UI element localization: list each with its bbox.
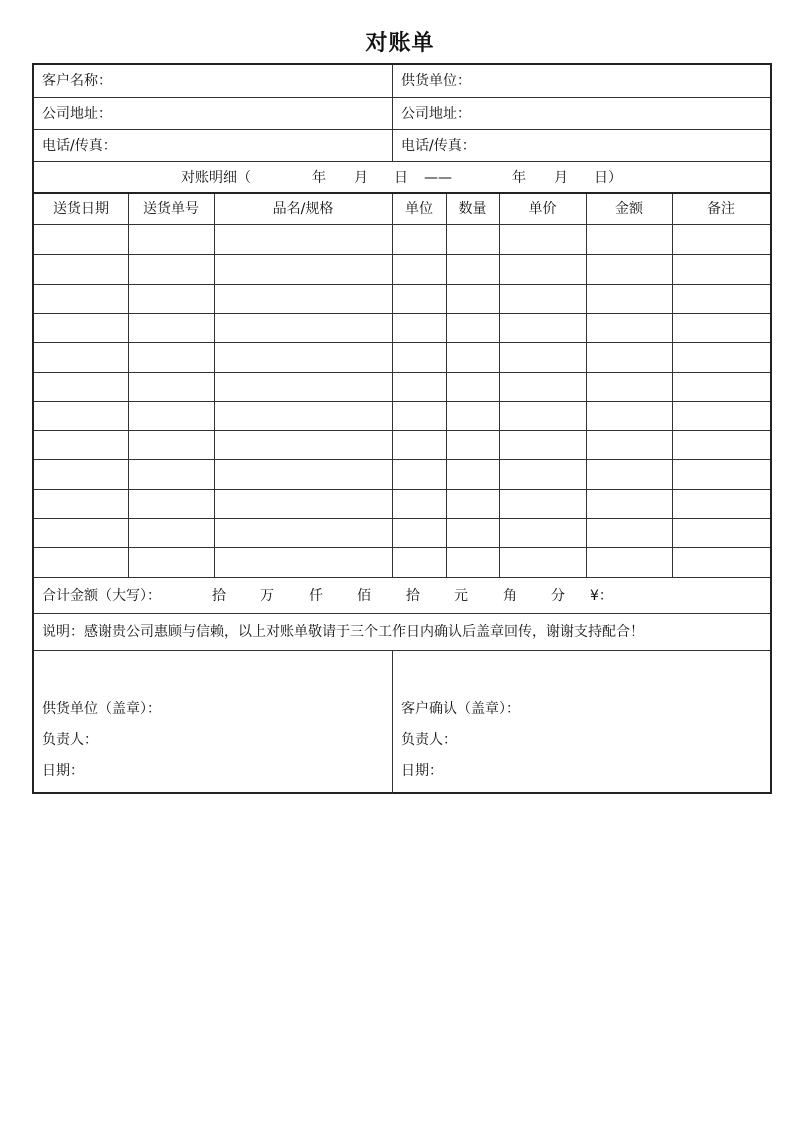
period-month-start: 月 <box>354 170 368 186</box>
table-column-divider <box>672 194 673 577</box>
table-row-divider <box>34 518 770 519</box>
period-label: 对账明细（ <box>181 170 251 186</box>
period-year-start: 年 <box>312 170 326 186</box>
total-unit-qian: 仟 <box>309 588 323 604</box>
signature-section <box>34 651 770 794</box>
total-unit-fen: 分 <box>551 588 565 604</box>
customer-phone-field[interactable]: 电话/传真： <box>42 138 117 154</box>
table-row-divider <box>34 547 770 548</box>
header-row-phone <box>34 130 770 162</box>
table-row-divider <box>34 284 770 285</box>
supplier-signature <box>34 651 392 794</box>
table-row-divider <box>34 254 770 255</box>
total-unit-shi: 拾 <box>406 588 420 604</box>
col-header-order-no: 送货单号 <box>143 201 199 217</box>
period-year-end: 年 <box>512 170 526 186</box>
total-unit-jiao: 角 <box>503 588 517 604</box>
col-header-amount: 金额 <box>615 201 643 217</box>
table-column-divider <box>214 194 215 577</box>
col-header-product: 品名/规格 <box>272 201 334 217</box>
col-header-price: 单价 <box>528 201 557 217</box>
col-header-date: 送货日期 <box>53 201 109 217</box>
detail-table <box>34 194 770 577</box>
customer-date-label[interactable]: 日期： <box>401 763 443 779</box>
period-day-start: 日 <box>394 170 408 186</box>
supplier-phone-field[interactable]: 电话/传真： <box>392 130 770 161</box>
table-column-divider <box>128 194 129 577</box>
table-row-divider <box>34 430 770 431</box>
total-unit-wan: 万 <box>260 588 274 604</box>
total-unit-yuan: 元 <box>454 588 468 604</box>
table-row-divider <box>34 401 770 402</box>
note-text: 说明：感谢贵公司惠顾与信赖，以上对账单敬请于三个工作日内确认后盖章回传，谢谢支持配合！ <box>34 614 770 651</box>
table-row-divider <box>34 313 770 314</box>
table-row-divider <box>34 459 770 460</box>
col-header-unit: 单位 <box>405 201 433 217</box>
total-label: 合计金额（大写）： <box>42 588 161 604</box>
table-column-divider <box>446 194 447 577</box>
customer-person-label[interactable]: 负责人： <box>401 732 457 748</box>
supplier-address-field[interactable]: 公司地址： <box>392 98 770 129</box>
header-row-address <box>34 98 770 130</box>
document-title: 对账单 <box>365 31 435 56</box>
period-month-end: 月 <box>554 170 568 186</box>
header-row-name <box>34 65 770 98</box>
col-header-remark: 备注 <box>707 201 735 217</box>
table-row-divider <box>34 372 770 373</box>
customer-address-field[interactable]: 公司地址： <box>42 106 112 122</box>
total-yen-label: ¥： <box>590 588 613 604</box>
supplier-seal-label[interactable]: 供货单位（盖章）： <box>42 701 161 717</box>
customer-name-field[interactable]: 客户名称： <box>42 73 112 89</box>
total-unit-shi-wan: 拾 <box>212 588 226 604</box>
period-row <box>34 162 770 194</box>
table-header <box>34 194 770 225</box>
total-amount-row <box>34 577 770 614</box>
table-column-divider <box>392 194 393 577</box>
period-dash: —— <box>424 170 452 186</box>
col-header-quantity: 数量 <box>458 201 487 217</box>
customer-seal-label[interactable]: 客户确认（盖章）： <box>401 701 520 717</box>
period-day-end: 日） <box>594 170 622 186</box>
total-unit-bai: 佰 <box>357 588 371 604</box>
table-row-divider <box>34 342 770 343</box>
supplier-field[interactable]: 供货单位： <box>392 65 770 97</box>
table-column-divider <box>499 194 500 577</box>
supplier-date-label[interactable]: 日期： <box>42 763 84 779</box>
statement-form <box>32 63 772 794</box>
table-row-divider <box>34 489 770 490</box>
customer-signature <box>392 651 770 794</box>
supplier-person-label[interactable]: 负责人： <box>42 732 98 748</box>
table-column-divider <box>586 194 587 577</box>
